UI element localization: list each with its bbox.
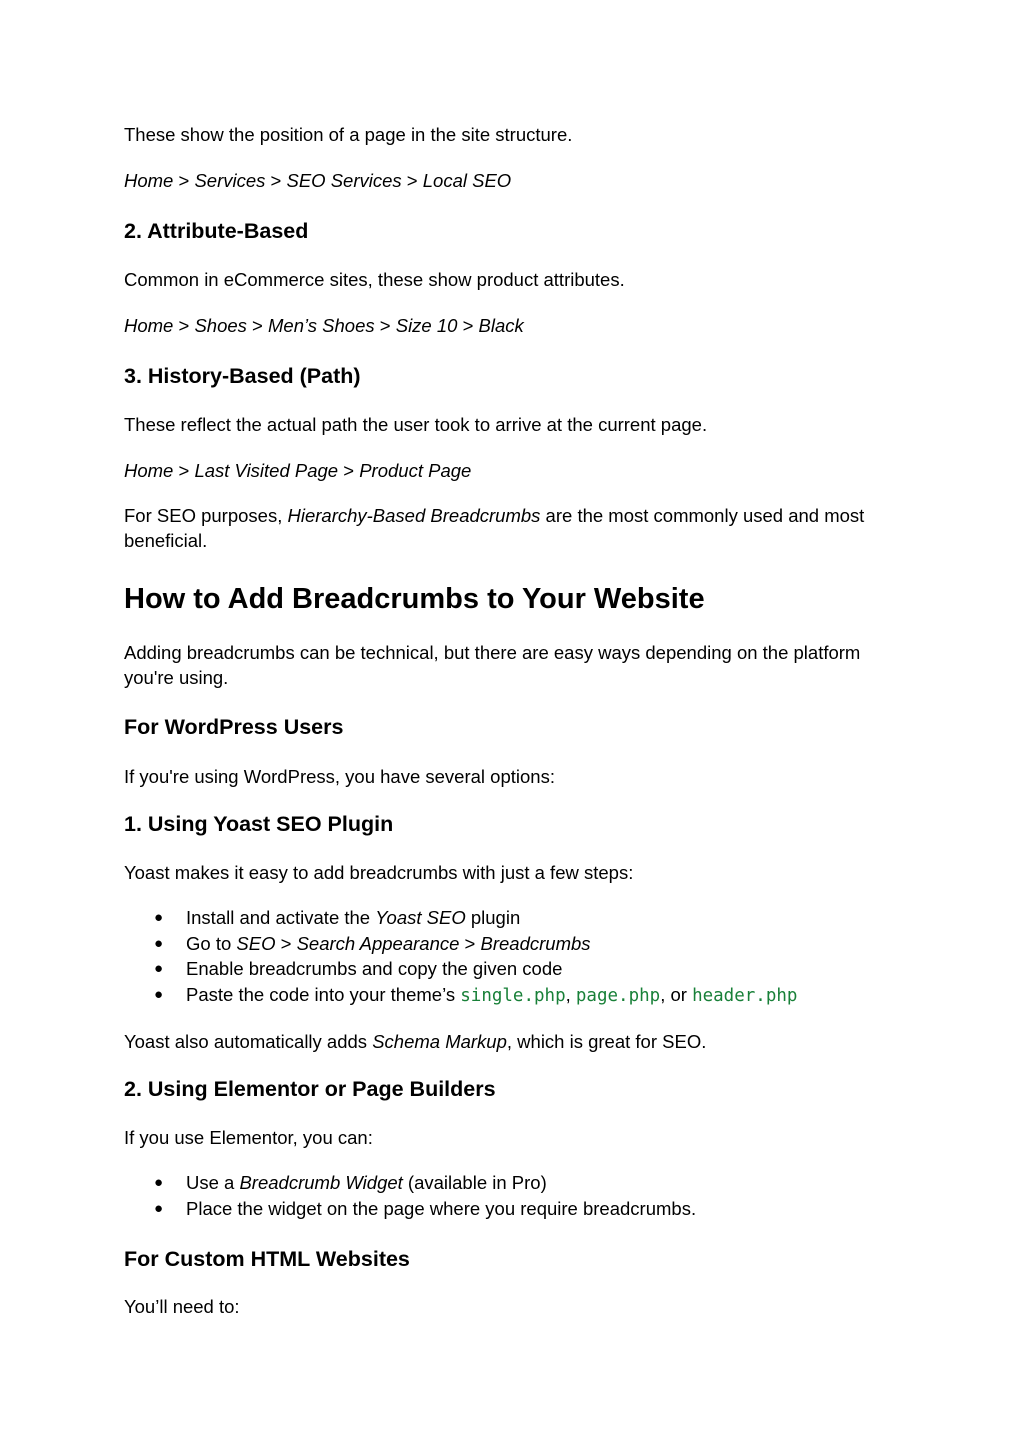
bullet-icon: ●	[154, 909, 164, 926]
code-filename: single.php	[460, 985, 566, 1006]
code-filename: header.php	[692, 985, 798, 1006]
breadcrumb-example-hierarchy	[124, 168, 894, 193]
crumb: Home	[124, 170, 174, 191]
crumb: Last Visited Page	[194, 460, 339, 481]
bullet-icon: ●	[154, 1199, 164, 1217]
heading-wordpress-users: For WordPress Users	[124, 715, 344, 739]
paragraph-wordpress: If you're using WordPress, you have several options:	[124, 766, 555, 787]
breadcrumb-example-history	[124, 458, 894, 483]
crumb: Home	[124, 315, 174, 336]
heading-attribute-based: 2. Attribute-Based	[124, 219, 309, 243]
crumb: SEO Services	[286, 170, 402, 191]
paragraph-history: These reflect the actual path the user took to arrive at the current page.	[124, 414, 708, 435]
breadcrumb-example-attribute	[124, 313, 894, 338]
paragraph-yoast: Yoast makes it easy to add breadcrumbs with just a few steps:	[124, 862, 634, 883]
crumb-separator: >	[457, 315, 479, 336]
emphasis: Hierarchy-Based Breadcrumbs	[287, 505, 541, 526]
list-item: ● Use a Breadcrumb Widget (available in Pro)	[124, 1170, 894, 1196]
bullet-icon: ●	[154, 985, 164, 1003]
heading-elementor: 2. Using Elementor or Page Builders	[124, 1077, 496, 1101]
emphasis: SEO	[236, 932, 276, 954]
crumb-separator: >	[173, 315, 195, 336]
list-item: ● Go to SEO > Search Appearance > Breadcrumbs	[124, 931, 894, 957]
paragraph-elementor: If you use Elementor, you can:	[124, 1127, 373, 1148]
crumb: Men’s Shoes	[268, 315, 375, 336]
bullet-icon: ●	[154, 960, 164, 977]
paragraph-schema: Yoast also automatically adds Schema Markup, which is great for SEO.	[124, 1031, 707, 1052]
emphasis: Breadcrumb Widget	[239, 1172, 403, 1193]
crumb: Product Page	[359, 460, 472, 481]
paragraph-seo-purposes: For SEO purposes, Hierarchy-Based Breadcrumbs are the most commonly used and most beneficial.	[124, 505, 865, 551]
list-item: ● Install and activate the Yoast SEO plugin	[124, 905, 894, 931]
crumb-separator: >	[401, 170, 423, 191]
crumb: Local SEO	[422, 170, 512, 191]
heading-how-to-add: How to Add Breadcrumbs to Your Website	[124, 583, 705, 615]
bullet-icon: ●	[154, 1174, 164, 1191]
paragraph-adding: Adding breadcrumbs can be technical, but there are easy ways depending on the platform you're using.	[124, 642, 861, 688]
elementor-steps-list	[124, 1170, 894, 1221]
crumb: Size 10	[395, 315, 458, 336]
list-item: ● Paste the code into your theme’s single.php, page.php, or header.php	[154, 983, 798, 1006]
emphasis: Breadcrumbs	[480, 932, 591, 954]
paragraph-attribute: Common in eCommerce sites, these show product attributes.	[124, 269, 625, 290]
yoast-steps-list	[124, 905, 894, 1009]
list-item: ● Place the widget on the page where you require breadcrumbs.	[124, 1196, 894, 1222]
crumb-separator: >	[374, 315, 396, 336]
bullet-icon: ●	[154, 934, 164, 952]
crumb: Black	[478, 315, 524, 336]
crumb-separator: >	[265, 170, 287, 191]
crumb-separator: >	[173, 170, 195, 191]
crumb: Home	[124, 460, 174, 481]
heading-yoast-plugin: 1. Using Yoast SEO Plugin	[124, 812, 394, 836]
heading-custom-html: For Custom HTML Websites	[124, 1247, 410, 1271]
crumb-separator: >	[338, 460, 360, 481]
list-item: ● Enable breadcrumbs and copy the given code	[124, 956, 894, 982]
crumb: Shoes	[194, 315, 247, 336]
crumb-separator: >	[173, 460, 195, 481]
emphasis: Yoast SEO	[375, 907, 466, 928]
crumb-separator: >	[246, 315, 269, 336]
emphasis: Schema Markup	[372, 1031, 507, 1052]
code-filename: page.php	[575, 985, 661, 1006]
crumb: Services	[194, 170, 266, 191]
paragraph-intro: These show the position of a page in the site structure.	[124, 124, 573, 145]
paragraph-custom: You’ll need to:	[124, 1296, 240, 1317]
emphasis: Search Appearance	[296, 932, 460, 954]
heading-history-based: 3. History-Based (Path)	[124, 364, 361, 388]
